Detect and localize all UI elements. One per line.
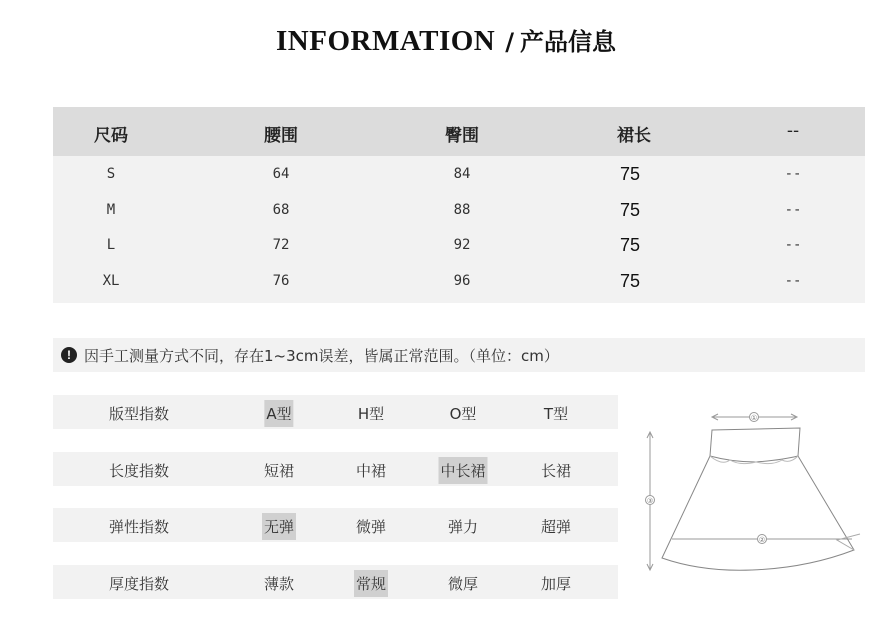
index-row-length bbox=[53, 452, 618, 486]
table-row bbox=[53, 194, 865, 230]
option-no-stretch: 无弹 bbox=[262, 513, 296, 540]
header-length: 裙长 bbox=[617, 126, 651, 146]
cell-length: 75 bbox=[619, 271, 641, 291]
cell-length: 75 bbox=[619, 235, 641, 255]
option-long: 长裙 bbox=[540, 462, 572, 480]
table-row bbox=[53, 265, 865, 301]
measurement-notice bbox=[53, 338, 865, 372]
option-medium: 中裙 bbox=[355, 462, 387, 480]
option-h-line: H型 bbox=[357, 405, 385, 423]
cell-size: XL bbox=[102, 273, 120, 289]
header-extra: -- bbox=[786, 121, 800, 141]
page-title bbox=[0, 22, 892, 58]
cell-hip: 92 bbox=[453, 237, 471, 253]
index-row-fit bbox=[53, 395, 618, 429]
table-row bbox=[53, 229, 865, 265]
cell-waist: 68 bbox=[272, 202, 290, 218]
waistband-outline bbox=[710, 428, 800, 462]
cell-length: 75 bbox=[619, 200, 641, 220]
marker-1: ① bbox=[750, 414, 758, 422]
size-table-header bbox=[53, 107, 865, 156]
cell-waist: 72 bbox=[272, 237, 290, 253]
cell-extra: -- bbox=[784, 237, 802, 253]
option-slightly-thick: 微厚 bbox=[447, 575, 479, 593]
cell-hip: 96 bbox=[453, 273, 471, 289]
marker-2: ② bbox=[758, 536, 766, 544]
cell-hip: 88 bbox=[453, 202, 471, 218]
cell-size: M bbox=[106, 202, 116, 218]
cell-length: 75 bbox=[619, 164, 641, 184]
index-row-thickness bbox=[53, 565, 618, 599]
option-slight-stretch: 微弹 bbox=[355, 518, 387, 536]
option-t-line: T型 bbox=[543, 405, 569, 423]
option-thick: 加厚 bbox=[540, 575, 572, 593]
header-size: 尺码 bbox=[94, 126, 128, 146]
cell-hip: 84 bbox=[453, 166, 471, 182]
option-o-line: O型 bbox=[449, 405, 477, 423]
index-label: 弹性指数 bbox=[108, 518, 170, 536]
cell-size: S bbox=[106, 166, 116, 182]
index-label: 长度指数 bbox=[108, 462, 170, 480]
exclamation-icon: ! bbox=[61, 347, 77, 363]
title-separator: / bbox=[505, 28, 514, 56]
cell-size: L bbox=[106, 237, 116, 253]
index-label: 厚度指数 bbox=[108, 575, 170, 593]
title-english: INFORMATION bbox=[276, 25, 496, 57]
option-thin: 薄款 bbox=[263, 575, 295, 593]
option-super-stretch: 超弹 bbox=[540, 518, 572, 536]
option-a-line: A型 bbox=[264, 400, 293, 427]
option-midi: 中长裙 bbox=[438, 457, 487, 484]
table-row bbox=[53, 158, 865, 194]
cell-extra: -- bbox=[784, 273, 802, 289]
index-label: 版型指数 bbox=[108, 405, 170, 423]
cell-waist: 64 bbox=[272, 166, 290, 182]
cell-extra: -- bbox=[784, 166, 802, 182]
header-waist: 腰围 bbox=[264, 126, 298, 146]
marker-3: ③ bbox=[646, 497, 654, 505]
option-stretch: 弹力 bbox=[447, 518, 479, 536]
option-short: 短裙 bbox=[263, 462, 295, 480]
index-row-elasticity bbox=[53, 508, 618, 542]
notice-text: 因手工测量方式不同，存在1~3cm误差，皆属正常范围。（单位：cm） bbox=[84, 346, 559, 365]
option-regular: 常规 bbox=[354, 570, 388, 597]
header-hip: 臀围 bbox=[445, 126, 479, 146]
size-table bbox=[53, 107, 865, 303]
skirt-measurement-diagram bbox=[632, 400, 872, 590]
cell-waist: 76 bbox=[272, 273, 290, 289]
skirt-body-outline bbox=[662, 456, 854, 570]
cell-extra: -- bbox=[784, 202, 802, 218]
title-chinese: 产品信息 bbox=[520, 28, 616, 56]
size-table-body bbox=[53, 156, 865, 303]
